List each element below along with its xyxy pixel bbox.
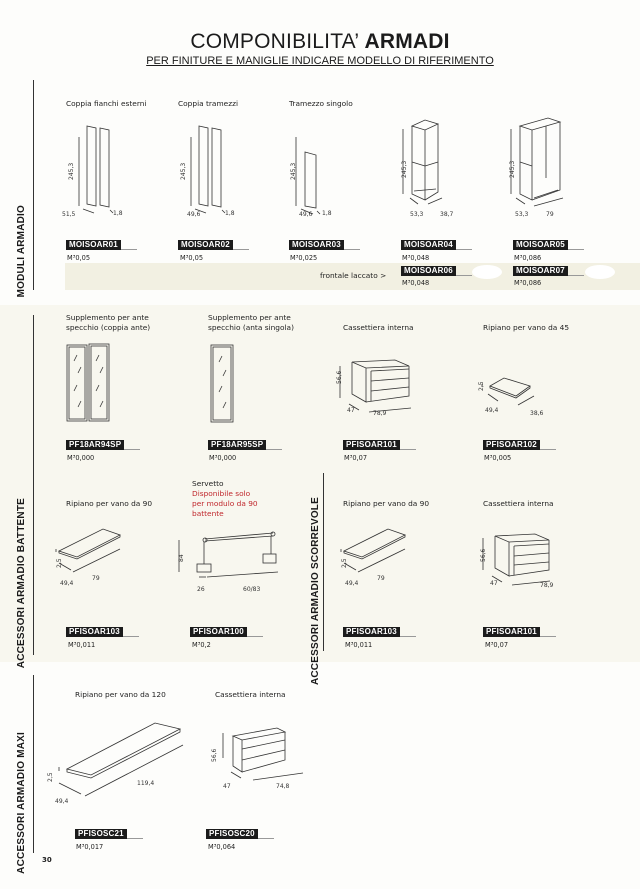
product-code: MOISOAR05 (513, 240, 568, 250)
product-code: PFISOAR103 (66, 627, 123, 637)
mirror-door-single-icon (210, 344, 240, 424)
volume: M³0,005 (484, 454, 512, 462)
page-number: 30 (42, 856, 52, 864)
subtitle-text: PER FINITURE E MANIGLIE INDICARE MODELLO DI RIFERIMENTO (146, 55, 494, 67)
dim-width: 78,9 (373, 410, 387, 417)
product-code: MOISOAR04 (401, 240, 456, 250)
volume: M³0,025 (290, 254, 318, 262)
volume: M³0,017 (76, 843, 104, 851)
item-label: Tramezzo singolo (289, 99, 353, 108)
dim-depth: 47 (347, 407, 355, 414)
item-label: Cassettiera interna (343, 323, 414, 332)
section-label-maxi: ACCESSORI ARMADIO MAXI (16, 732, 27, 874)
volume: M³0,048 (402, 279, 430, 287)
availability-note: battente (192, 509, 224, 518)
section-divider (33, 675, 34, 853)
dim-width: 60/83 (243, 586, 261, 593)
volume: M³0,011 (68, 641, 96, 649)
section-label-battente: ACCESSORI ARMADIO BATTENTE (16, 498, 27, 669)
product-code: PF18AR94SP (66, 440, 124, 450)
volume: M³0,064 (208, 843, 236, 851)
blank-mark (472, 265, 502, 279)
item-label: Ripiano per vano da 120 (75, 690, 166, 699)
dim-depth: 53,3 (515, 211, 529, 218)
product-code: PFISOAR101 (483, 627, 540, 637)
product-code: PFISOAR100 (190, 627, 247, 637)
item-label (192, 479, 258, 519)
volume: M³0,2 (192, 641, 211, 649)
dim-thickness: 2,5 (47, 772, 54, 782)
dim-height: 84 (178, 554, 185, 562)
product-code: PFISOSC21 (75, 829, 127, 839)
item-label: Ripiano per vano da 45 (483, 323, 570, 332)
wardrobe-module-90-icon (508, 118, 578, 218)
item-label (208, 313, 294, 333)
label-line: Supplemento per ante (208, 313, 291, 322)
dim-depth: 26 (197, 586, 205, 593)
blank-mark (585, 265, 615, 279)
dim-height: 56,6 (480, 548, 487, 562)
dim-thickness: 1,8 (322, 210, 332, 217)
dim-height: 245,3 (401, 160, 408, 178)
section-label-scorrevole: ACCESSORI ARMADIO SCORREVOLE (310, 497, 321, 686)
item-label: Ripiano per vano da 90 (343, 499, 430, 508)
dim-height: 56,6 (211, 748, 218, 762)
availability-note: Disponibile solo (192, 489, 251, 498)
section-divider (323, 473, 324, 651)
dim-width: 79 (546, 211, 554, 218)
volume: M³0,07 (344, 454, 368, 462)
item-label: Ripiano per vano da 90 (66, 499, 153, 508)
dim-width: 38,7 (440, 211, 454, 218)
dim-depth: 49,4 (345, 580, 359, 587)
volume: M³0,011 (345, 641, 373, 649)
dim-depth: 47 (223, 783, 231, 790)
dim-thickness: 2,5 (478, 381, 485, 391)
dim-depth: 53,3 (410, 211, 424, 218)
dim-depth: 47 (490, 580, 498, 587)
product-code: MOISOAR03 (289, 240, 344, 250)
volume: M³0,05 (67, 254, 91, 262)
dim-depth: 49,6 (187, 211, 201, 218)
dim-depth: 49,6 (299, 211, 313, 218)
product-code: PF18AR95SP (208, 440, 266, 450)
pull-down-rail-icon (175, 530, 285, 590)
product-code: PFISOAR103 (343, 627, 400, 637)
label-line: Servetto (192, 479, 224, 488)
section-divider (33, 315, 34, 655)
product-code: MOISOAR02 (178, 240, 233, 250)
dim-height: 56,6 (336, 370, 343, 384)
dim-depth: 49,4 (55, 798, 69, 805)
volume: M³0,086 (514, 254, 542, 262)
dim-thickness: 2,5 (341, 558, 348, 568)
volume: M³0,000 (67, 454, 95, 462)
dim-height: 245,3 (68, 162, 75, 180)
mirror-doors-pair-icon (66, 343, 116, 423)
dim-width: 74,8 (276, 783, 290, 790)
dim-thickness: 2,5 (56, 558, 63, 568)
dim-width: 38,6 (530, 410, 544, 417)
product-code: PFISOAR101 (343, 440, 400, 450)
item-label: Coppia tramezzi (178, 99, 239, 108)
section-divider (33, 80, 34, 290)
dim-height: 245,3 (180, 162, 187, 180)
dim-thickness: 1,8 (113, 210, 123, 217)
dim-width: 79 (92, 575, 100, 582)
drawer-unit-icon (335, 350, 420, 415)
label-line: Supplemento per ante (66, 313, 149, 322)
title-bold: ARMADI (364, 30, 450, 53)
dim-thickness: 1,8 (225, 210, 235, 217)
shelf-120-icon (55, 715, 195, 805)
dim-width: 79 (377, 575, 385, 582)
dim-width: 78,9 (540, 582, 554, 589)
item-label (66, 313, 150, 333)
shelf-90-icon (340, 527, 440, 587)
page-subtitle (0, 55, 640, 67)
product-code: PFISOSC20 (206, 829, 258, 839)
lacquered-front-label: frontale laccato > (320, 271, 387, 280)
volume: M³0,048 (402, 254, 430, 262)
section-label-moduli: MODULI ARMADIO (16, 205, 27, 298)
wardrobe-module-45-icon (400, 118, 460, 218)
dim-width: 119,4 (137, 780, 155, 787)
volume: M³0,000 (209, 454, 237, 462)
dim-height: 245,3 (509, 160, 516, 178)
item-label: Coppia fianchi esterni (66, 99, 147, 108)
volume: M³0,086 (514, 279, 542, 287)
product-code: MOISOAR06 (401, 266, 456, 276)
title-light: COMPONIBILITA’ (190, 30, 359, 53)
partition-single-icon (289, 120, 349, 220)
availability-note: per modulo da 90 (192, 499, 258, 508)
drawer-unit-wide-icon (215, 730, 305, 790)
partition-pair-icon (178, 120, 248, 220)
item-label: Cassettiera interna (483, 499, 554, 508)
dim-depth: 51,5 (62, 211, 76, 218)
product-code: MOISOAR07 (513, 266, 568, 276)
volume: M³0,05 (180, 254, 204, 262)
product-code: MOISOAR01 (66, 240, 121, 250)
dim-height: 245,3 (290, 162, 297, 180)
item-label: Cassettiera interna (215, 690, 286, 699)
dim-depth: 49,4 (60, 580, 74, 587)
volume: M³0,07 (485, 641, 509, 649)
label-line: specchio (coppia ante) (66, 323, 151, 332)
product-code: PFISOAR102 (483, 440, 540, 450)
side-panels-pair-icon (66, 120, 136, 220)
label-line: specchio (anta singola) (208, 323, 294, 332)
dim-depth: 49,4 (485, 407, 499, 414)
shelf-90-icon (55, 527, 155, 587)
page-title (0, 30, 640, 54)
